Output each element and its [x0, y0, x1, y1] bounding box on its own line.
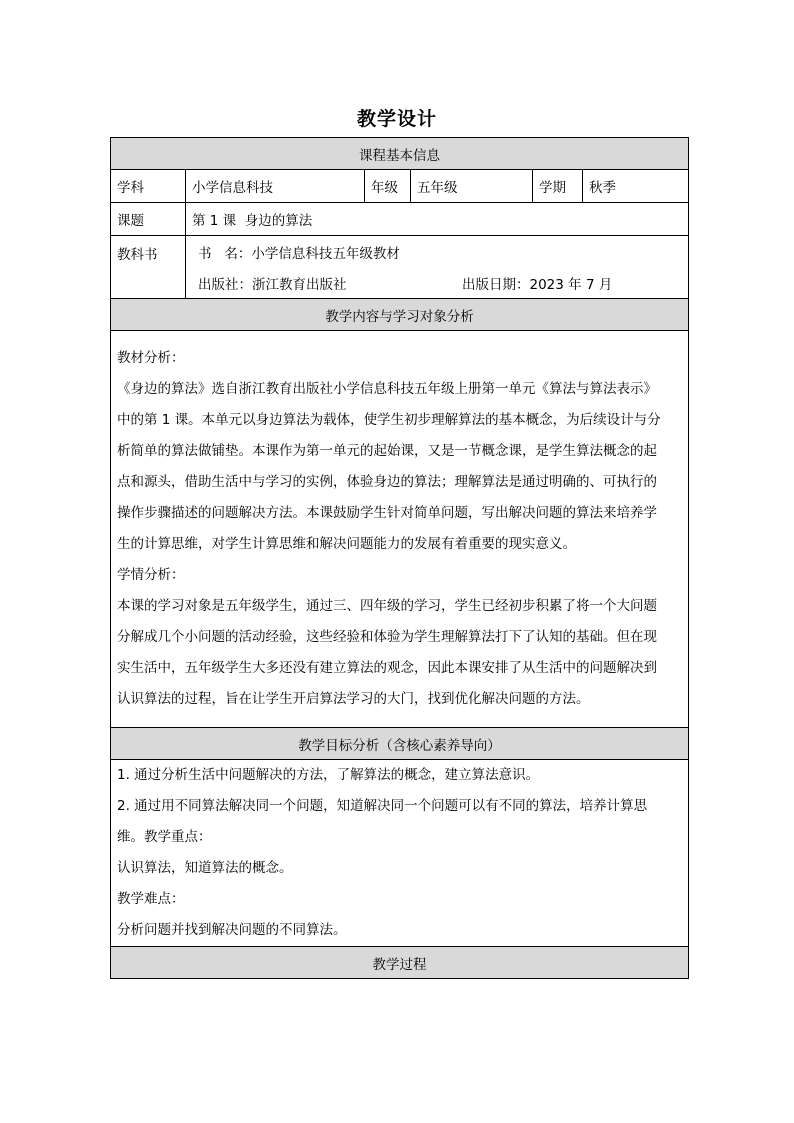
term-label: 学期	[533, 170, 583, 203]
subject-value: 小学信息科技	[186, 170, 365, 203]
student-line: 本课的学习对象是五年级学生，通过三、四年级的学习，学生已经初步积累了将一个大问题	[117, 598, 657, 614]
material-line: 《身边的算法》选自浙江教育出版社小学信息科技五年级上册第一单元《算法与算法表示》	[117, 381, 657, 397]
material-heading: 教材分析：	[117, 350, 185, 366]
publisher: 出版社：浙江教育出版社	[198, 276, 347, 293]
student-line: 实生活中，五年级学生大多还没有建立算法的观念，因此本课安排了从生活中的问题解决到	[117, 660, 657, 676]
book-name: 书 名：小学信息科技五年级教材	[198, 245, 400, 262]
analysis-content	[111, 331, 689, 728]
section-header-basic: 课程基本信息	[111, 138, 689, 170]
objective-line: 2. 通过用不同算法解决同一个问题，知道解决同一个问题可以有不同的算法，培养计算思	[117, 798, 648, 814]
objectives-content	[111, 760, 689, 947]
student-line: 分解成几个小问题的活动经验，这些经验和体验为学生理解算法打下了认知的基础。但在现	[117, 629, 657, 645]
lesson-label: 课题	[111, 203, 186, 236]
subject-label: 学科	[111, 170, 186, 203]
section-header-objectives: 教学目标分析（含核心素养导向）	[111, 728, 689, 760]
objective-line: 维。教学重点：	[117, 829, 212, 845]
publish-date: 出版日期：2023 年 7 月	[462, 276, 613, 293]
objective-line: 1. 通过分析生活中问题解决的方法，了解算法的概念，建立算法意识。	[117, 767, 540, 783]
material-line: 析简单的算法做铺垫。本课作为第一单元的起始课，又是一节概念课，是学生算法概念的起	[117, 443, 657, 459]
document-title: 教学设计	[356, 108, 437, 130]
objective-line: 认识算法，知道算法的概念。	[117, 860, 293, 876]
material-line: 点和源头，借助生活中与学习的实例，体验身边的算法；理解算法是通过明确的、可执行的	[117, 474, 657, 490]
publication-info	[192, 273, 682, 293]
material-line: 操作步骤描述的问题解决方法。本课鼓励学生针对简单问题，写出解决问题的算法来培养学	[117, 505, 657, 521]
textbook-label: 教科书	[111, 236, 186, 299]
objective-line: 分析问题并找到解决问题的不同算法。	[117, 922, 347, 938]
material-line: 中的第 1 课。本单元以身边算法为载体，使学生初步理解算法的基本概念，为后续设计与分	[117, 412, 661, 428]
section-header-analysis: 教学内容与学习对象分析	[111, 299, 689, 331]
student-line: 认识算法的过程，旨在让学生开启算法学习的大门，找到优化解决问题的方法。	[117, 691, 590, 707]
term-value: 秋季	[583, 170, 689, 203]
lesson-plan-table	[110, 137, 689, 979]
objective-line: 教学难点：	[117, 891, 185, 907]
lesson-value: 第 1 课 身边的算法	[186, 203, 689, 236]
grade-label: 年级	[365, 170, 411, 203]
section-header-process: 教学过程	[111, 947, 689, 979]
grade-value: 五年级	[411, 170, 533, 203]
student-heading: 学情分析：	[117, 567, 185, 583]
material-line: 生的计算思维，对学生计算思维和解决问题能力的发展有着重要的现实意义。	[117, 536, 576, 552]
